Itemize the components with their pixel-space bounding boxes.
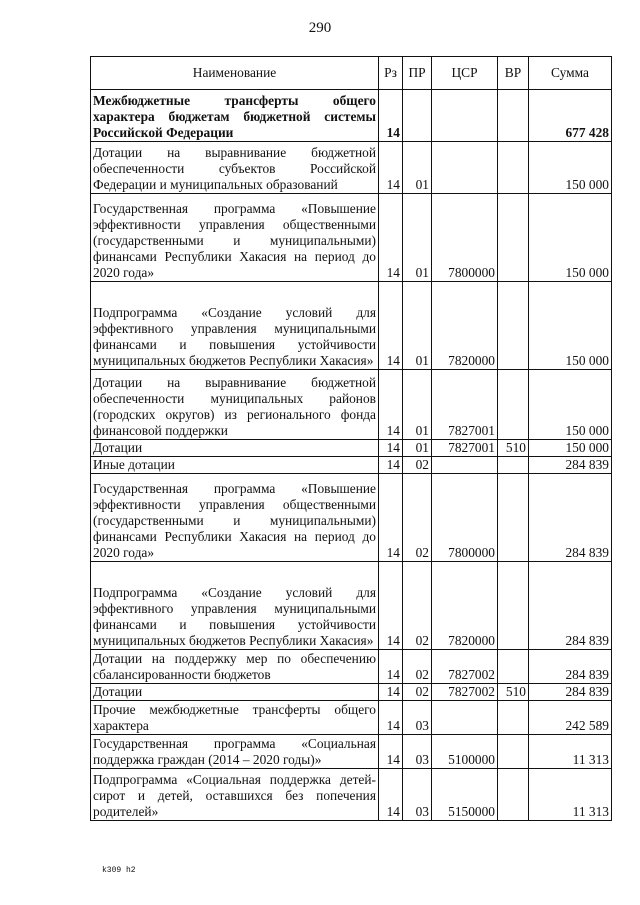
table-header-row: [91, 57, 612, 90]
row-rz: 14: [379, 769, 403, 821]
row-rz: 14: [379, 562, 403, 650]
table-row: [91, 769, 612, 821]
table-row: [91, 474, 612, 562]
row-sum: 150 000: [529, 282, 612, 370]
header-csr: ЦСР: [432, 57, 498, 90]
table-row: [91, 90, 612, 142]
row-csr: [432, 457, 498, 474]
row-rz: 14: [379, 701, 403, 735]
row-vr: [498, 474, 529, 562]
row-sum: 284 839: [529, 684, 612, 701]
row-name: Межбюджетные трансферты общего характера бюджетам бюджетной системы Российской Федерации: [91, 90, 379, 142]
row-name: Иные дотации: [91, 457, 379, 474]
row-name: Дотации: [91, 684, 379, 701]
row-pr: 02: [403, 474, 432, 562]
row-rz: 14: [379, 282, 403, 370]
row-csr: 7827002: [432, 650, 498, 684]
row-sum: 11 313: [529, 769, 612, 821]
footer-code: k309 h2: [102, 866, 136, 875]
header-rz: Рз: [379, 57, 403, 90]
row-vr: [498, 142, 529, 194]
row-rz: 14: [379, 735, 403, 769]
row-vr: 510: [498, 440, 529, 457]
row-name: Подпрограмма «Создание условий для эффективного управления муниципальными финансами и повышения устойчивости муниципальных бюджетов Республики Хакасия»: [91, 562, 379, 650]
row-vr: [498, 457, 529, 474]
row-name: Государственная программа «Социальная поддержка граждан (2014 – 2020 годы)»: [91, 735, 379, 769]
row-pr: 03: [403, 769, 432, 821]
row-rz: 14: [379, 650, 403, 684]
row-vr: [498, 735, 529, 769]
row-pr: 01: [403, 370, 432, 440]
row-vr: [498, 370, 529, 440]
page-number: 290: [308, 20, 332, 36]
row-name: Государственная программа «Повышение эффективности управления общественными (государственными и муниципальными) финансами Республики Хакасия на период до 2020 года»: [91, 194, 379, 282]
table-row: [91, 282, 612, 370]
header-pr: ПР: [403, 57, 432, 90]
row-vr: [498, 650, 529, 684]
row-pr: 02: [403, 562, 432, 650]
row-csr: 7800000: [432, 194, 498, 282]
row-vr: [498, 562, 529, 650]
row-csr: [432, 701, 498, 735]
row-name: Государственная программа «Повышение эффективности управления общественными (государственными и муниципальными) финансами Республики Хакасия на период до 2020 года»: [91, 474, 379, 562]
row-pr: 02: [403, 650, 432, 684]
row-name: Дотации на поддержку мер по обеспечению сбалансированности бюджетов: [91, 650, 379, 684]
row-sum: 11 313: [529, 735, 612, 769]
row-sum: 677 428: [529, 90, 612, 142]
row-csr: 7827001: [432, 440, 498, 457]
row-pr: 01: [403, 282, 432, 370]
row-sum: 150 000: [529, 142, 612, 194]
row-name: Дотации: [91, 440, 379, 457]
row-pr: 02: [403, 457, 432, 474]
row-sum: 284 839: [529, 650, 612, 684]
table-row: [91, 650, 612, 684]
table-row: [91, 457, 612, 474]
row-vr: [498, 769, 529, 821]
row-name: Прочие межбюджетные трансферты общего характера: [91, 701, 379, 735]
table-row: [91, 370, 612, 440]
row-csr: 7820000: [432, 282, 498, 370]
row-rz: 14: [379, 440, 403, 457]
table-row: [91, 684, 612, 701]
row-sum: 242 589: [529, 701, 612, 735]
row-pr: 03: [403, 735, 432, 769]
budget-table: [90, 56, 612, 821]
row-pr: 01: [403, 440, 432, 457]
row-name: Дотации на выравнивание бюджетной обеспеченности субъектов Российской Федерации и муниципальных образований: [91, 142, 379, 194]
row-csr: 7827002: [432, 684, 498, 701]
row-sum: 150 000: [529, 370, 612, 440]
row-name: Дотации на выравнивание бюджетной обеспеченности муниципальных районов (городских округов) из регионального фонда финансовой поддержки: [91, 370, 379, 440]
row-sum: 284 839: [529, 457, 612, 474]
table-row: [91, 701, 612, 735]
header-sum: Сумма: [529, 57, 612, 90]
header-name: Наименование: [91, 57, 379, 90]
header-vr: ВР: [498, 57, 529, 90]
row-csr: [432, 90, 498, 142]
row-sum: 150 000: [529, 440, 612, 457]
row-csr: 5100000: [432, 735, 498, 769]
row-rz: 14: [379, 474, 403, 562]
row-sum: 284 839: [529, 562, 612, 650]
row-vr: [498, 194, 529, 282]
row-vr: 510: [498, 684, 529, 701]
table-row: [91, 562, 612, 650]
row-rz: 14: [379, 142, 403, 194]
table-row: [91, 735, 612, 769]
row-csr: [432, 142, 498, 194]
table-row: [91, 440, 612, 457]
row-sum: 150 000: [529, 194, 612, 282]
table-row: [91, 194, 612, 282]
row-pr: [403, 90, 432, 142]
row-pr: 03: [403, 701, 432, 735]
row-name: Подпрограмма «Создание условий для эффективного управления муниципальными финансами и повышения устойчивости муниципальных бюджетов Республики Хакасия»: [91, 282, 379, 370]
row-rz: 14: [379, 370, 403, 440]
row-vr: [498, 282, 529, 370]
row-csr: 5150000: [432, 769, 498, 821]
row-rz: 14: [379, 457, 403, 474]
row-pr: 01: [403, 142, 432, 194]
row-sum: 284 839: [529, 474, 612, 562]
row-rz: 14: [379, 684, 403, 701]
row-rz: 14: [379, 194, 403, 282]
row-csr: 7827001: [432, 370, 498, 440]
row-pr: 01: [403, 194, 432, 282]
row-name: Подпрограмма «Социальная поддержка детей-сирот и детей, оставшихся без попечения родителей»: [91, 769, 379, 821]
row-vr: [498, 90, 529, 142]
row-pr: 02: [403, 684, 432, 701]
row-rz: 14: [379, 90, 403, 142]
row-vr: [498, 701, 529, 735]
row-csr: 7800000: [432, 474, 498, 562]
row-csr: 7820000: [432, 562, 498, 650]
table-row: [91, 142, 612, 194]
